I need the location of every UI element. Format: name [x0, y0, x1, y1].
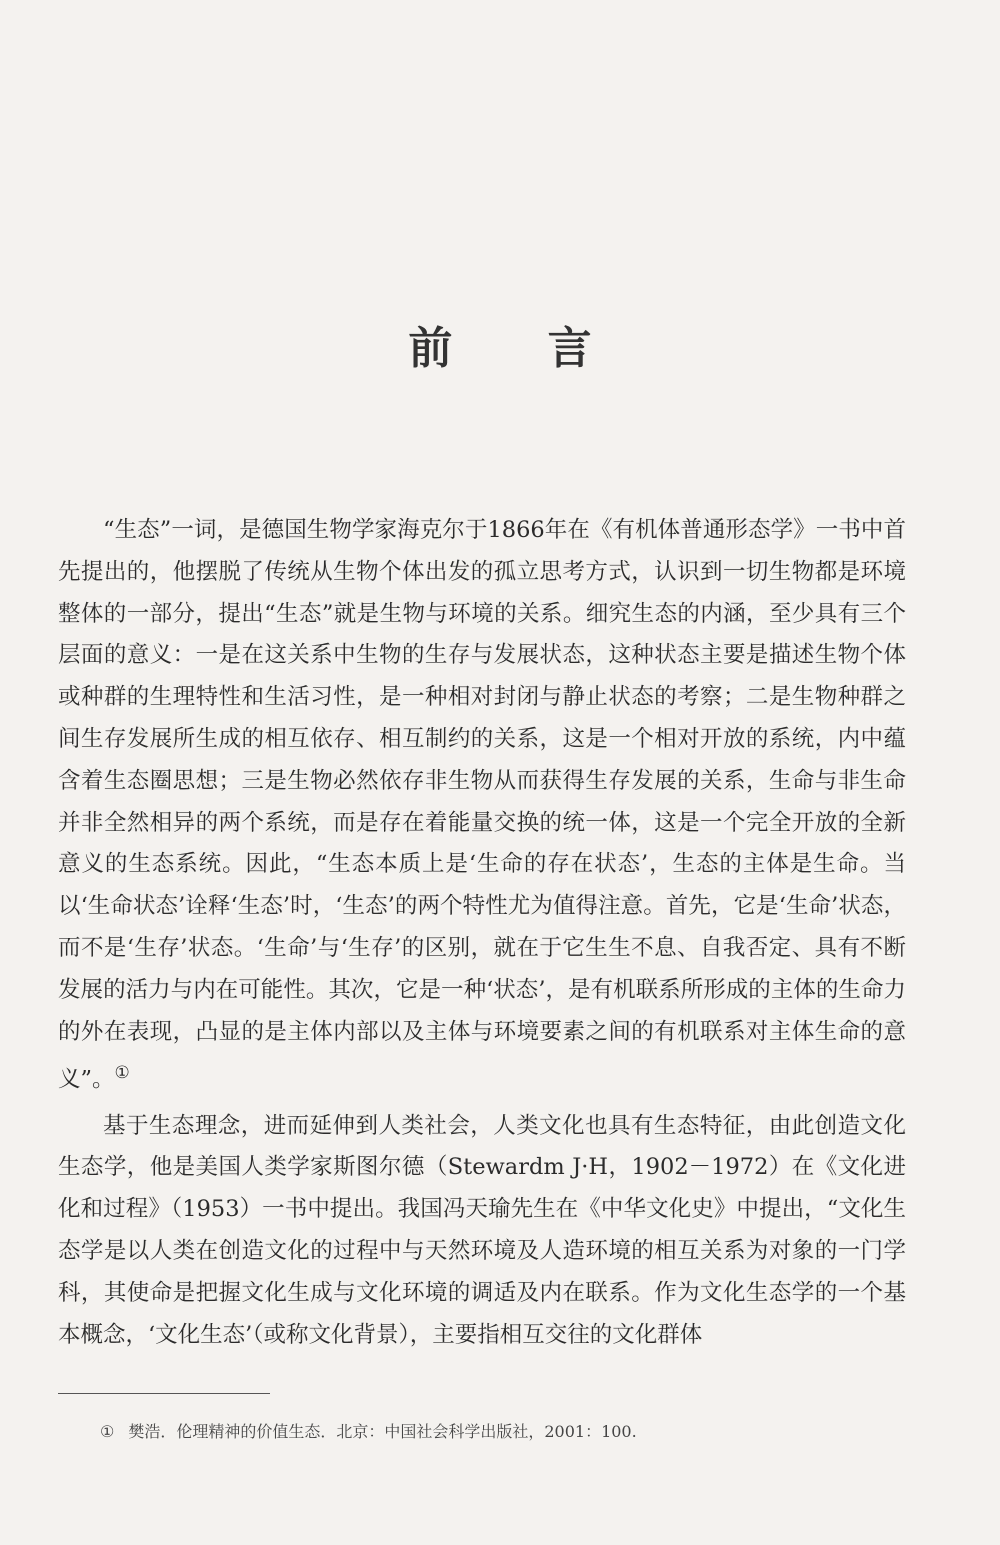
footnote-reference[interactable]: ① [114, 1063, 130, 1084]
paragraph-1 [58, 510, 906, 1102]
body-text [58, 510, 906, 1360]
paragraph-2: 基于生态理念，进而延伸到人类社会，人类文化也具有生态特征，由此创造文化生态学，他是美国人类学家斯图尔德（Stewardm J·H，1902－1972）在《文化进化和过程》（1953）一书中提出。我国冯天瑜先生在《中华文化史》中提出，“文化生态学是以人类在创造文化的过程中与天然环境及人造环境的相互关系为对象的一门学科，其使命是把握文化生成与文化环境的调适及内在联系。作为文化生态学的一个基本概念，‘文化生态’（或称文化背景），主要指相互交往的文化群体 [58, 1112, 906, 1348]
footnote-number: ① [100, 1422, 115, 1441]
footnote-divider [58, 1393, 270, 1394]
footnote-text: 樊浩．伦理精神的价值生态．北京：中国社会科学出版社，2001：100. [128, 1422, 637, 1441]
chapter-title: 前 言 [408, 323, 632, 375]
footnote [100, 1420, 900, 1444]
paragraph-1-text: “生态”一词，是德国生物学家海克尔于1866年在《有机体普通形态学》一书中首先提出的，他摆脱了传统从生物个体出发的孤立思考方式，认识到一切生物都是环境整体的一部分，提出“生态”就是生物与环境的关系。细究生态的内涵，至少具有三个层面的意义：一是在这关系中生物的生存与发展状态，这种状态主要是描述生物个体或种群的生理特性和生活习性，是一种相对封闭与静止状态的考察；二是生物种群之间生存发展所生成的相互依存、相互制约的关系，这是一个相对开放的系统，内中蕴含着生态圈思想；三是生物必然依存非生物从而获得生存发展的关系，生命与非生命并非全然相异的两个系统，而是存在着能量交换的统一体，这是一个完全开放的全新意义的生态系统。因此，“生态本质上是‘生命的存在状态’，生态的主体是生命。当以‘生命状态’诠释‘生态’时，‘生态’的两个特性尤为值得注意。首先，它是‘生命’状态，而不是‘生存’状态。‘生命’与‘生存’的区别，就在于它生生不息、自我否定、具有不断发展的活力与内在可能性。其次，它是一种‘状态’，是有机联系所形成的主体的生命力的外在表现，凸显的是主体内部以及主体与环境要素之间的有机联系对主体生命的意义”。 [58, 517, 906, 1093]
